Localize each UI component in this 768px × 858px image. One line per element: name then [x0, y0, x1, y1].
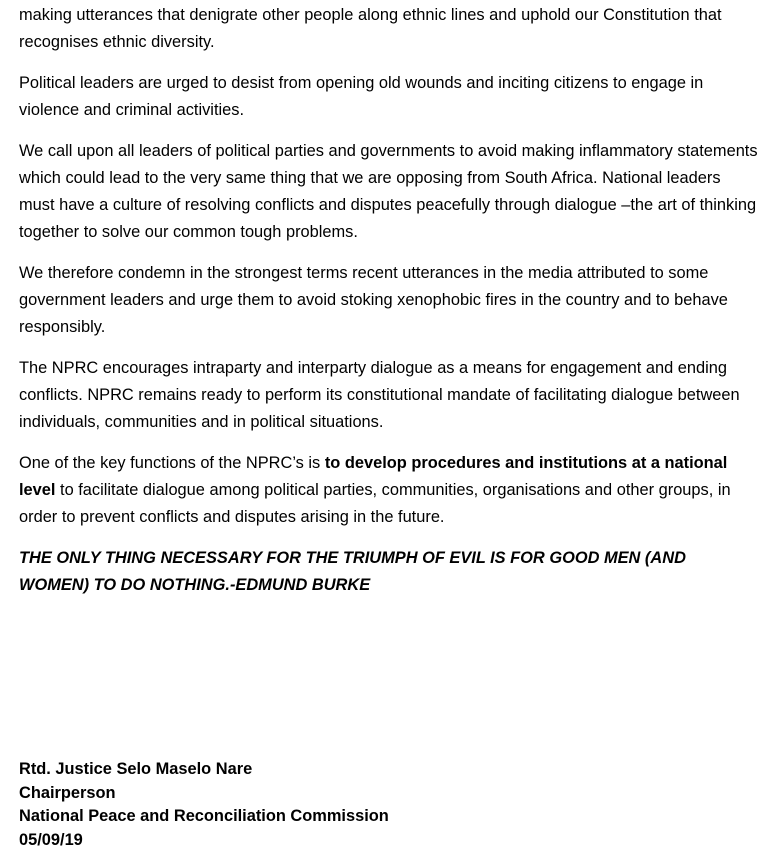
paragraph-condemn-utterances: We therefore condemn in the strongest terms recent utterances in the media attributed to some government leaders and urge them to avoid stoking xenophobic fires in the country and to behave responsibly.: [19, 264, 728, 336]
edmund-burke-quote: THE ONLY THING NECESSARY FOR THE TRIUMPH OF EVIL IS FOR GOOD MEN (AND WOMEN) TO DO NOTHING.-EDMUND BURKE: [19, 549, 686, 594]
signatory-name: Rtd. Justice Selo Maselo Nare: [19, 760, 253, 778]
paragraph-key-functions: [19, 450, 759, 531]
paragraph-call-upon-leaders: We call upon all leaders of political parties and governments to avoid making inflammatory statements which could lead to the very same thing that we are opposing from South Africa. National leaders must have a culture of resolving conflicts and disputes peacefully through dialogue –the art of thinking together to solve our common tough problems.: [19, 142, 758, 241]
paragraph-political-leaders: Political leaders are urged to desist from opening old wounds and inciting citizens to engage in violence and criminal activities.: [19, 74, 704, 119]
signatory-organisation: National Peace and Reconciliation Commission: [19, 807, 389, 825]
key-functions-rest: to facilitate dialogue among political parties, communities, organisations and other groups, in order to prevent conflicts and disputes arising in the future.: [19, 481, 731, 526]
paragraph-ethnic-lines: making utterances that denigrate other people along ethnic lines and uphold our Constitution that recognises ethnic diversity.: [19, 6, 722, 51]
key-functions-emphasis: to develop procedures and institutions at a national level: [19, 454, 728, 499]
signature-block: [19, 758, 759, 852]
paragraph-nprc-dialogue: The NPRC encourages intraparty and interparty dialogue as a means for engagement and ending conflicts. NPRC remains ready to perform its constitutional mandate of facilitating dialogue between individuals, communities and in political situations.: [19, 359, 740, 431]
document-body: [19, 0, 759, 599]
document-date: 05/09/19: [19, 830, 83, 849]
signatory-title: Chairperson: [19, 783, 116, 802]
key-functions-intro: One of the key functions of the NPRC’s is: [19, 454, 325, 472]
